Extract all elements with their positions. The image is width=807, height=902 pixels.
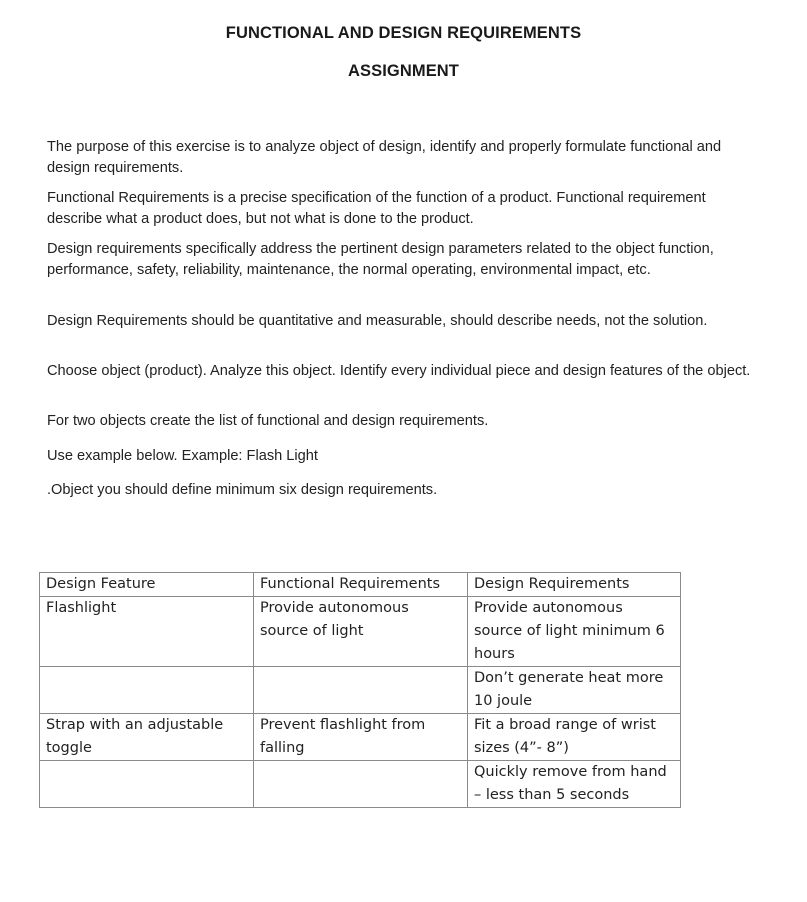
document-title: FUNCTIONAL AND DESIGN REQUIREMENTS <box>225 24 582 42</box>
header-design-requirements: Design Requirements <box>468 573 681 597</box>
paragraph-minimum-requirements: .Object you should define minimum six design requirements. <box>47 482 438 498</box>
table-cell: Flashlight <box>40 597 254 667</box>
paragraph-choose-object: Choose object (product). Analyze this object. Identify every individual piece and design features of the object. <box>47 363 751 379</box>
header-functional-requirements: Functional Requirements <box>254 573 468 597</box>
table-cell: Prevent flashlight from falling <box>254 714 468 761</box>
paragraph-two-objects: For two objects create the list of functional and design requirements. <box>47 413 489 429</box>
paragraph-quantitative: Design Requirements should be quantitative and measurable, should describe needs, not the solution. <box>47 313 708 329</box>
table-row <box>40 714 681 761</box>
table-cell: Don’t generate heat more 10 joule <box>468 667 681 714</box>
table-row <box>40 761 681 808</box>
table-cell <box>254 667 468 714</box>
table-header-row <box>40 573 681 597</box>
table-cell: Fit a broad range of wrist sizes (4”- 8”) <box>468 714 681 761</box>
table-cell: Strap with an adjustable toggle <box>40 714 254 761</box>
paragraph-purpose: The purpose of this exercise is to analyze object of design, identify and properly formulate functional and design requirements. <box>47 139 722 176</box>
table-cell: Provide autonomous source of light minimum 6 hours <box>468 597 681 667</box>
paragraph-functional-requirements: Functional Requirements is a precise specification of the function of a product. Functional requirement describe what a product does, but not what is done to the product. <box>47 190 706 227</box>
table-cell <box>40 667 254 714</box>
table-cell: Provide autonomous source of light <box>254 597 468 667</box>
table-cell <box>254 761 468 808</box>
paragraph-design-requirements: Design requirements specifically address the pertinent design parameters related to the object function, performance, safety, reliability, maintenance, the normal operating, environmental impact, etc. <box>47 241 714 278</box>
header-design-feature: Design Feature <box>40 573 254 597</box>
table-cell <box>40 761 254 808</box>
document-subtitle: ASSIGNMENT <box>347 62 459 80</box>
paragraph-example: Use example below. Example: Flash Light <box>47 448 318 464</box>
requirements-table <box>39 572 681 808</box>
table-row <box>40 597 681 667</box>
table-cell: Quickly remove from hand – less than 5 seconds <box>468 761 681 808</box>
table-row <box>40 667 681 714</box>
